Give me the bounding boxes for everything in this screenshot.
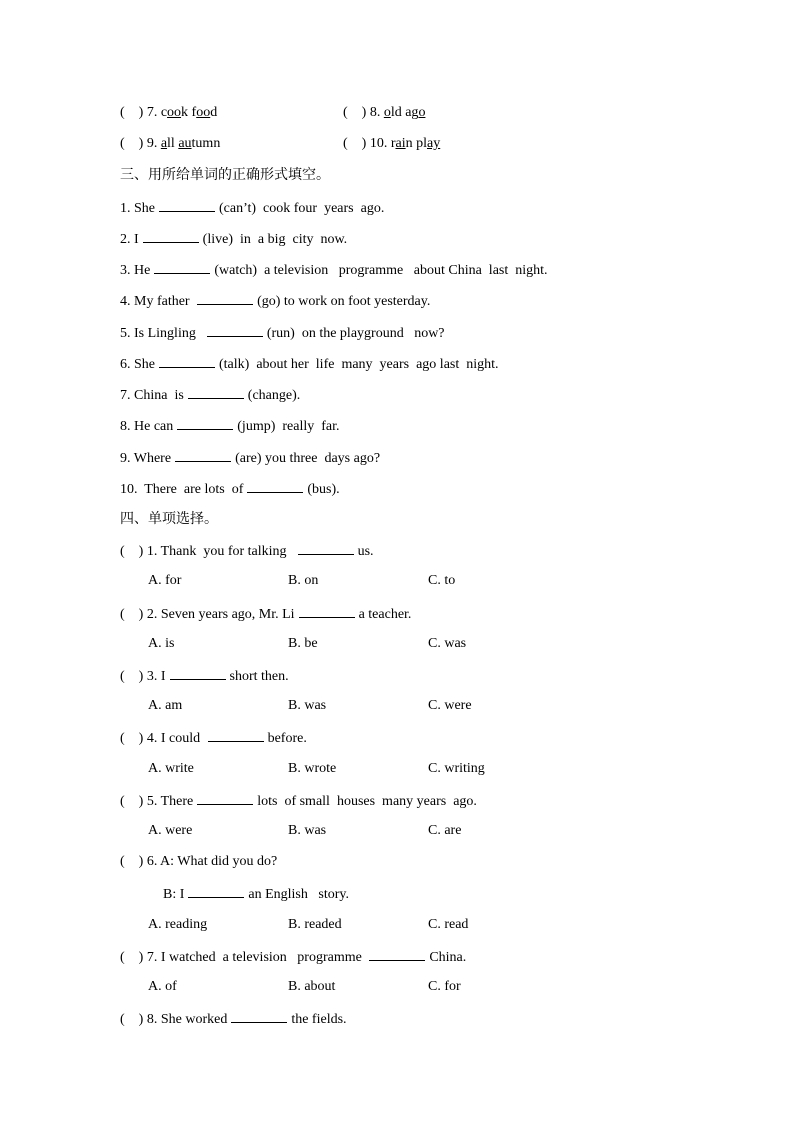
answer-blank[interactable]	[369, 947, 425, 961]
fill-item-3: 3. He (watch) a television programme about China last night.	[120, 260, 548, 280]
option-b[interactable]: B. wrote	[288, 761, 337, 776]
phonics-item-8: ( ) 8. old ago	[343, 105, 426, 120]
option-c[interactable]: C. are	[428, 823, 462, 838]
fill-item-5: 5. Is Lingling (run) on the playground now?	[120, 323, 445, 343]
answer-blank[interactable]	[298, 541, 354, 555]
fill-item-7: 7. China is (change).	[120, 385, 300, 405]
option-b[interactable]: B. was	[288, 823, 327, 838]
answer-blank[interactable]	[177, 416, 233, 430]
option-c[interactable]: C. were	[428, 698, 472, 713]
answer-blank[interactable]	[154, 260, 210, 274]
answer-blank[interactable]	[159, 354, 215, 368]
answer-blank[interactable]	[231, 1009, 287, 1023]
phonics-item-7: ( ) 7. cook food	[120, 105, 218, 120]
fill-item-1: 1. She (can’t) cook four years ago.	[120, 198, 384, 218]
choice-question-2: ( ) 2. Seven years ago, Mr. Li a teacher.	[120, 604, 411, 624]
choice-question-4: ( ) 4. I could before.	[120, 728, 307, 748]
answer-blank[interactable]	[208, 728, 264, 742]
option-c[interactable]: C. for	[428, 979, 461, 994]
answer-blank[interactable]	[299, 604, 355, 618]
section-3-title: 三、用所给单词的正确形式填空。	[120, 167, 330, 183]
option-a[interactable]: A. am	[148, 698, 183, 713]
option-a[interactable]: A. reading	[148, 917, 208, 932]
fill-item-4: 4. My father (go) to work on foot yesterday.	[120, 291, 430, 311]
option-a[interactable]: A. were	[148, 823, 193, 838]
option-c[interactable]: C. to	[428, 573, 456, 588]
answer-blank[interactable]	[247, 479, 303, 493]
phonics-item-9: ( ) 9. all autumn	[120, 136, 221, 151]
option-c[interactable]: C. writing	[428, 761, 485, 776]
option-a[interactable]: A. write	[148, 761, 194, 776]
choice-question-6-dialogue: B: I an English story.	[163, 884, 349, 904]
choice-question-6: ( ) 6. A: What did you do?	[120, 854, 278, 869]
answer-blank[interactable]	[197, 291, 253, 305]
option-b[interactable]: B. on	[288, 573, 319, 588]
option-b[interactable]: B. about	[288, 979, 336, 994]
option-b[interactable]: B. readed	[288, 917, 342, 932]
fill-item-10: 10. There are lots of (bus).	[120, 479, 340, 499]
section-4-title: 四、单项选择。	[120, 511, 218, 527]
option-b[interactable]: B. was	[288, 698, 327, 713]
option-c[interactable]: C. read	[428, 917, 469, 932]
answer-blank[interactable]	[188, 385, 244, 399]
answer-blank[interactable]	[175, 448, 231, 462]
choice-question-8: ( ) 8. She worked the fields.	[120, 1009, 347, 1029]
option-a[interactable]: A. is	[148, 636, 175, 651]
choice-question-5: ( ) 5. There lots of small houses many years ago.	[120, 791, 477, 811]
option-c[interactable]: C. was	[428, 636, 467, 651]
option-a[interactable]: A. of	[148, 979, 177, 994]
phonics-item-10: ( ) 10. rain play	[343, 136, 441, 151]
fill-item-8: 8. He can (jump) really far.	[120, 416, 340, 436]
fill-item-2: 2. I (live) in a big city now.	[120, 229, 347, 249]
fill-item-9: 9. Where (are) you three days ago?	[120, 448, 380, 468]
option-b[interactable]: B. be	[288, 636, 318, 651]
answer-blank[interactable]	[170, 666, 226, 680]
answer-blank[interactable]	[159, 198, 215, 212]
choice-question-1: ( ) 1. Thank you for talking us.	[120, 541, 374, 561]
choice-question-7: ( ) 7. I watched a television programme China.	[120, 947, 466, 967]
answer-blank[interactable]	[143, 229, 199, 243]
answer-blank[interactable]	[197, 791, 253, 805]
answer-blank[interactable]	[188, 884, 244, 898]
choice-question-3: ( ) 3. I short then.	[120, 666, 289, 686]
option-a[interactable]: A. for	[148, 573, 182, 588]
answer-blank[interactable]	[207, 323, 263, 337]
fill-item-6: 6. She (talk) about her life many years ago last night.	[120, 354, 499, 374]
